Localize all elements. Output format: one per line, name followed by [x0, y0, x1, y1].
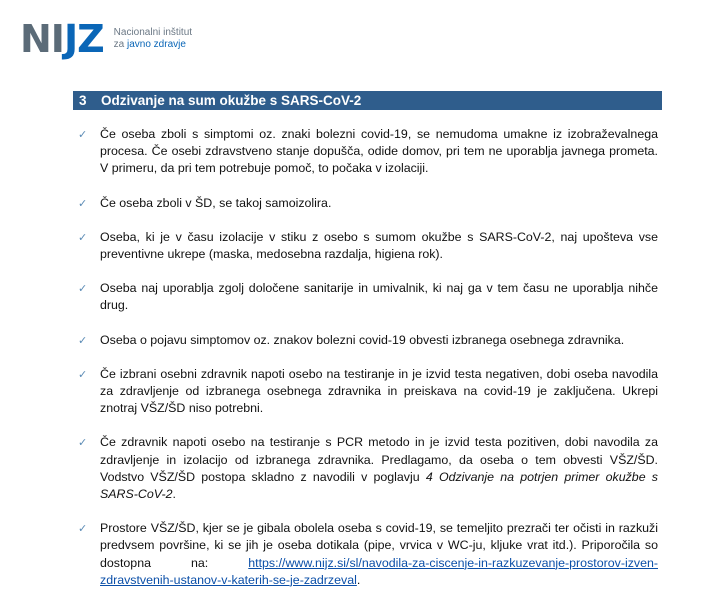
- section-header: [73, 91, 662, 110]
- list-item-suffix: .: [172, 487, 176, 502]
- list-item: [78, 195, 658, 212]
- list-item-text: Če zdravnik napoti osebo na testiranje s PCR metodo in je izvid testa pozitiven, dobi navodila za zdravljenje in izolacijo od izbranega zdravnika. Predlagamo, da oseba o tem obvesti VŠZ/ŠD. Vodstvo VŠZ/ŠD postopa skladno z navodili v poglavju: [100, 435, 658, 484]
- list-item-text: Oseba, ki je v času izolacije v stiku z osebo s sumom okužbe s SARS-CoV-2, naj upošteva vse preventivne ukrepe (maska, medosebna razdalja, higiena rok).: [100, 229, 658, 262]
- list-item-text: Oseba naj uporablja zgolj določene sanitarije in umivalnik, ki naj ga v tem času ne uporablja nihče drug.: [100, 281, 658, 313]
- list-item: [78, 332, 658, 349]
- checkmark-icon: ✓: [78, 196, 88, 210]
- checkmark-icon: ✓: [78, 230, 88, 244]
- checkmark-icon: ✓: [78, 436, 88, 450]
- checkmark-icon: ✓: [78, 367, 88, 381]
- list-item: [78, 520, 658, 589]
- list-item: [78, 366, 658, 418]
- logo-mark-ni: NI: [20, 17, 64, 61]
- logo-line2: [114, 39, 192, 51]
- list-item-text: Če oseba zboli v ŠD, se takoj samoizolira.: [100, 195, 332, 210]
- nijz-logo: [20, 17, 193, 61]
- logo-line2-bold: javno zdravje: [127, 39, 186, 50]
- logo-mark-jz: JZ: [63, 17, 104, 61]
- logo-text: [114, 27, 192, 51]
- section-title: Odzivanje na sum okužbe s SARS-CoV-2: [101, 93, 362, 108]
- list-item: [78, 434, 658, 503]
- logo-line2-prefix: za: [113, 39, 127, 50]
- checkmark-icon: ✓: [78, 522, 88, 536]
- checkmark-icon: ✓: [78, 128, 88, 141]
- checkmark-icon: ✓: [78, 282, 88, 296]
- list-item-text: Če izbrani osebni zdravnik napoti osebo na testiranje in je izvid testa negativen, dobi oseba navodila za zdravljenje od izbranega osebnega zdravnika in preiskava na covid-19 je zaključena. Ukrepi znotraj VŠZ/ŠD niso potrebni.: [100, 366, 658, 416]
- checklist: [78, 126, 658, 589]
- list-item: [78, 280, 658, 314]
- cleaning-guidelines-link[interactable]: https://www.nijz.si/sl/navodila-za-ciscenje-in-razkuzevanje-prostorov-izven-zdravstvenih-ustanov-v-katerih-se-je-zadrzeval: [100, 555, 658, 587]
- list-item-text: Prostore VŠZ/ŠD, kjer se je gibala obolela oseba s covid-19, se temeljito prezrači ter očisti in razkuži predvsem površine, ki se jih je oseba dotikala (pipe, vrvica v WC-ju, kljuke vrat itd.). Priporočila so dostopna na:: [100, 521, 658, 570]
- list-item-text: Če oseba zboli s simptomi oz. znaki bolezni covid-19, se nemudoma umakne iz izobraževalnega procesa. Če osebi zdravstveno stanje dopušča, odide domov, pri tem ne uporablja javnega prometa. V primeru, da pri tem potrebuje pomoč, to počaka v izolaciji.: [100, 127, 658, 176]
- list-item: [78, 229, 658, 263]
- list-item-text: Oseba o pojavu simptomov oz. znakov bolezni covid-19 obvesti izbranega osebnega zdravnika.: [100, 332, 625, 347]
- section-number: 3: [79, 93, 87, 108]
- list-item-suffix: .: [356, 572, 361, 587]
- list-item: [78, 126, 658, 178]
- chapter-reference: 4 Odzivanje na potrjen primer okužbe s SARS-CoV-2: [100, 469, 658, 502]
- checkmark-icon: ✓: [78, 333, 88, 347]
- logo-mark: [20, 17, 104, 61]
- logo-line1: Nacionalni inštitut: [113, 27, 193, 38]
